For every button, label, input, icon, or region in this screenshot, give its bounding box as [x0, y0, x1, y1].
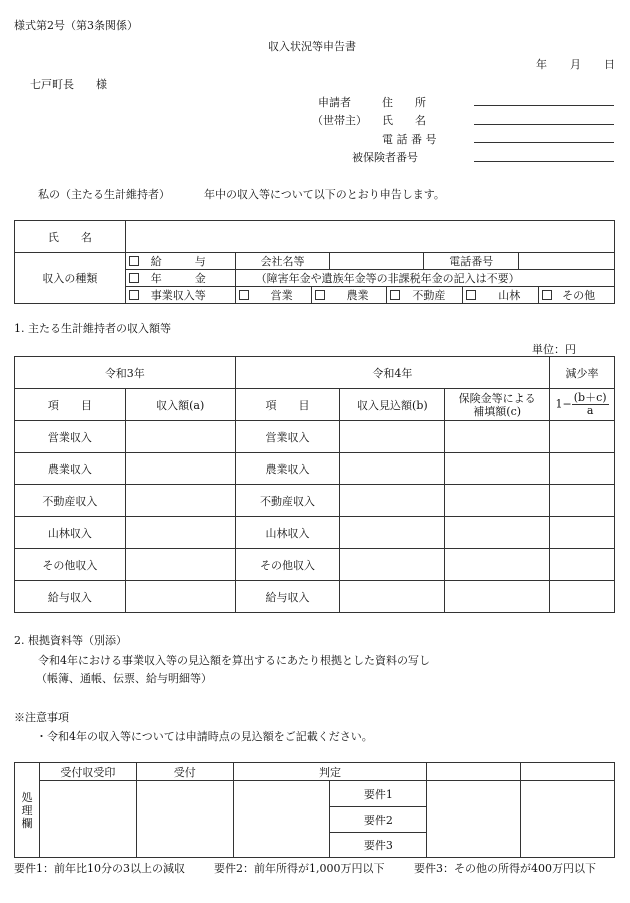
- row-compensation[interactable]: [445, 549, 550, 581]
- row-item-prev: 農業収入: [15, 453, 126, 485]
- row-item-prev: 山林収入: [15, 517, 126, 549]
- req3-label: 要件3: [330, 833, 427, 858]
- phone-number-field[interactable]: [519, 253, 615, 270]
- addressee-honorific: 様: [96, 78, 107, 91]
- name-label: 氏 名: [382, 114, 426, 127]
- phone-field[interactable]: [474, 142, 614, 143]
- stamp-field[interactable]: [39, 781, 136, 858]
- income-row: [15, 517, 615, 549]
- row-income-b[interactable]: [340, 421, 445, 453]
- business-checkbox[interactable]: [129, 290, 139, 300]
- compensation-header-line2: 補填額(c): [473, 404, 522, 418]
- pension-label: 年 金: [150, 272, 206, 285]
- blank-header-2: [521, 763, 615, 781]
- insured-number-label: 被保険者番号: [352, 151, 418, 164]
- section2-title: 2. 根拠資料等（別添）: [14, 634, 127, 647]
- income-table: [14, 356, 615, 613]
- row-item-prev: 営業収入: [15, 421, 126, 453]
- row-reduction-rate[interactable]: [550, 453, 615, 485]
- section2-line2: （帳簿、通帳、伝票、給与明細等）: [36, 672, 212, 685]
- year-prev-header: 令和3年: [15, 357, 236, 389]
- row-item-curr: その他収入: [235, 549, 340, 581]
- row-income-a[interactable]: [125, 517, 235, 549]
- income-type-label: 収入の種類: [15, 253, 126, 304]
- applicant-info-table: [14, 220, 615, 304]
- declaration-suffix: 年中の収入等について以下のとおり申告します。: [204, 188, 445, 201]
- income-row: [15, 549, 615, 581]
- row-compensation[interactable]: [445, 581, 550, 613]
- company-label: 会社名等: [235, 253, 330, 270]
- sales-option: 営業: [270, 289, 293, 302]
- stamp-header: 受付収受印: [39, 763, 136, 781]
- row-compensation[interactable]: [445, 453, 550, 485]
- address-field[interactable]: [474, 105, 614, 106]
- declaration-prefix: 私の（主たる生計維持者）: [38, 188, 170, 201]
- income-row: [15, 581, 615, 613]
- salary-checkbox[interactable]: [129, 256, 139, 266]
- date-month-label: 月: [570, 58, 581, 71]
- item-header-curr: 項 目: [235, 389, 340, 421]
- real-estate-option: 不動産: [412, 289, 446, 302]
- side-char-3: 欄: [21, 816, 33, 830]
- info-name-field[interactable]: [125, 221, 614, 253]
- income-b-header: 収入見込額(b): [340, 389, 445, 421]
- compensation-header: [445, 389, 550, 421]
- address-label: 住 所: [382, 96, 426, 109]
- income-row: [15, 453, 615, 485]
- phone-number-label: 電話番号: [424, 253, 519, 270]
- row-income-a[interactable]: [125, 485, 235, 517]
- judgment-field[interactable]: [233, 781, 330, 858]
- row-reduction-rate[interactable]: [550, 549, 615, 581]
- applicant-label: 申請者: [318, 96, 351, 109]
- side-char-2: 理: [21, 803, 33, 817]
- salary-label: 給 与: [150, 255, 206, 268]
- side-char-1: 処: [21, 790, 33, 804]
- extra-field-2[interactable]: [521, 781, 615, 858]
- agriculture-option: 農業: [346, 289, 369, 302]
- year-curr-header: 令和4年: [235, 357, 549, 389]
- row-income-a[interactable]: [125, 421, 235, 453]
- extra-field-1[interactable]: [427, 781, 521, 858]
- footer-req3: 要件3：その他の所得が400万円以下: [414, 862, 596, 875]
- reduction-rate-header: 減少率: [550, 357, 615, 389]
- pension-note: （障害年金や遺族年金等の非課税年金の記入は不要）: [235, 270, 614, 287]
- company-field[interactable]: [330, 253, 424, 270]
- row-compensation[interactable]: [445, 517, 550, 549]
- pension-checkbox[interactable]: [129, 273, 139, 283]
- item-header-prev: 項 目: [15, 389, 126, 421]
- form-number: 様式第2号（第3条関係）: [14, 19, 138, 32]
- name-field[interactable]: [474, 124, 614, 125]
- row-reduction-rate[interactable]: [550, 517, 615, 549]
- income-row: [15, 485, 615, 517]
- row-reduction-rate[interactable]: [550, 421, 615, 453]
- business-options: [235, 287, 614, 304]
- other-option: その他: [562, 289, 596, 302]
- req2-label: 要件2: [330, 807, 427, 833]
- row-compensation[interactable]: [445, 421, 550, 453]
- row-item-prev: その他収入: [15, 549, 126, 581]
- row-item-curr: 山林収入: [235, 517, 340, 549]
- page-title: 収入状況等申告書: [268, 40, 356, 53]
- row-reduction-rate[interactable]: [550, 485, 615, 517]
- reduction-formula: [550, 389, 615, 421]
- row-item-curr: 不動産収入: [235, 485, 340, 517]
- footer-req1: 要件1：前年比10分の3以上の減収: [14, 862, 185, 875]
- insured-number-field[interactable]: [474, 161, 614, 162]
- compensation-header-line1: 保険金等による: [458, 391, 536, 405]
- forestry-option: 山林: [498, 289, 521, 302]
- row-income-b[interactable]: [340, 517, 445, 549]
- real-estate-checkbox[interactable]: [390, 290, 400, 300]
- processing-side-label: [15, 763, 40, 858]
- row-item-curr: 給与収入: [235, 581, 340, 613]
- row-item-curr: 農業収入: [235, 453, 340, 485]
- date-year-label: 年: [536, 58, 547, 71]
- notes-item: ・令和4年の収入等については申請時点の見込額をご記載ください。: [36, 730, 373, 743]
- row-income-a[interactable]: [125, 453, 235, 485]
- row-item-curr: 営業収入: [235, 421, 340, 453]
- applicant-sublabel: （世帯主）: [312, 114, 367, 127]
- row-item-prev: 不動産収入: [15, 485, 126, 517]
- row-reduction-rate[interactable]: [550, 581, 615, 613]
- row-income-a[interactable]: [125, 581, 235, 613]
- unit-label: 単位：円: [532, 343, 576, 356]
- formula-numerator: (b＋c): [573, 391, 607, 404]
- formula-prefix: 1−: [555, 397, 572, 411]
- income-a-header: 収入額(a): [125, 389, 235, 421]
- income-row: [15, 421, 615, 453]
- judgment-header: 判定: [233, 763, 427, 781]
- phone-label: 電 話 番 号: [382, 133, 437, 146]
- processing-table: [14, 762, 615, 858]
- blank-header-1: [427, 763, 521, 781]
- req1-label: 要件1: [330, 781, 427, 807]
- formula-denominator: a: [586, 404, 594, 417]
- info-name-label: 氏 名: [15, 221, 126, 253]
- other-checkbox[interactable]: [542, 290, 552, 300]
- agriculture-checkbox[interactable]: [315, 290, 325, 300]
- section1-title: 1. 主たる生計維持者の収入額等: [14, 322, 171, 335]
- business-label: 事業収入等: [150, 289, 206, 302]
- row-income-b[interactable]: [340, 581, 445, 613]
- receipt-field[interactable]: [136, 781, 233, 858]
- section2-line1: 令和4年における事業収入等の見込額を算出するにあたり根拠とした資料の写し: [38, 654, 430, 667]
- footer-req2: 要件2：前年所得が1,000万円以下: [214, 862, 385, 875]
- addressee: 七戸町長: [30, 78, 74, 91]
- notes-title: ※注意事項: [14, 711, 69, 724]
- row-income-b[interactable]: [340, 485, 445, 517]
- row-income-b[interactable]: [340, 549, 445, 581]
- sales-checkbox[interactable]: [239, 290, 249, 300]
- row-item-prev: 給与収入: [15, 581, 126, 613]
- row-income-a[interactable]: [125, 549, 235, 581]
- row-income-b[interactable]: [340, 453, 445, 485]
- forestry-checkbox[interactable]: [466, 290, 476, 300]
- row-compensation[interactable]: [445, 485, 550, 517]
- receipt-header: 受付: [136, 763, 233, 781]
- date-day-label: 日: [604, 58, 615, 71]
